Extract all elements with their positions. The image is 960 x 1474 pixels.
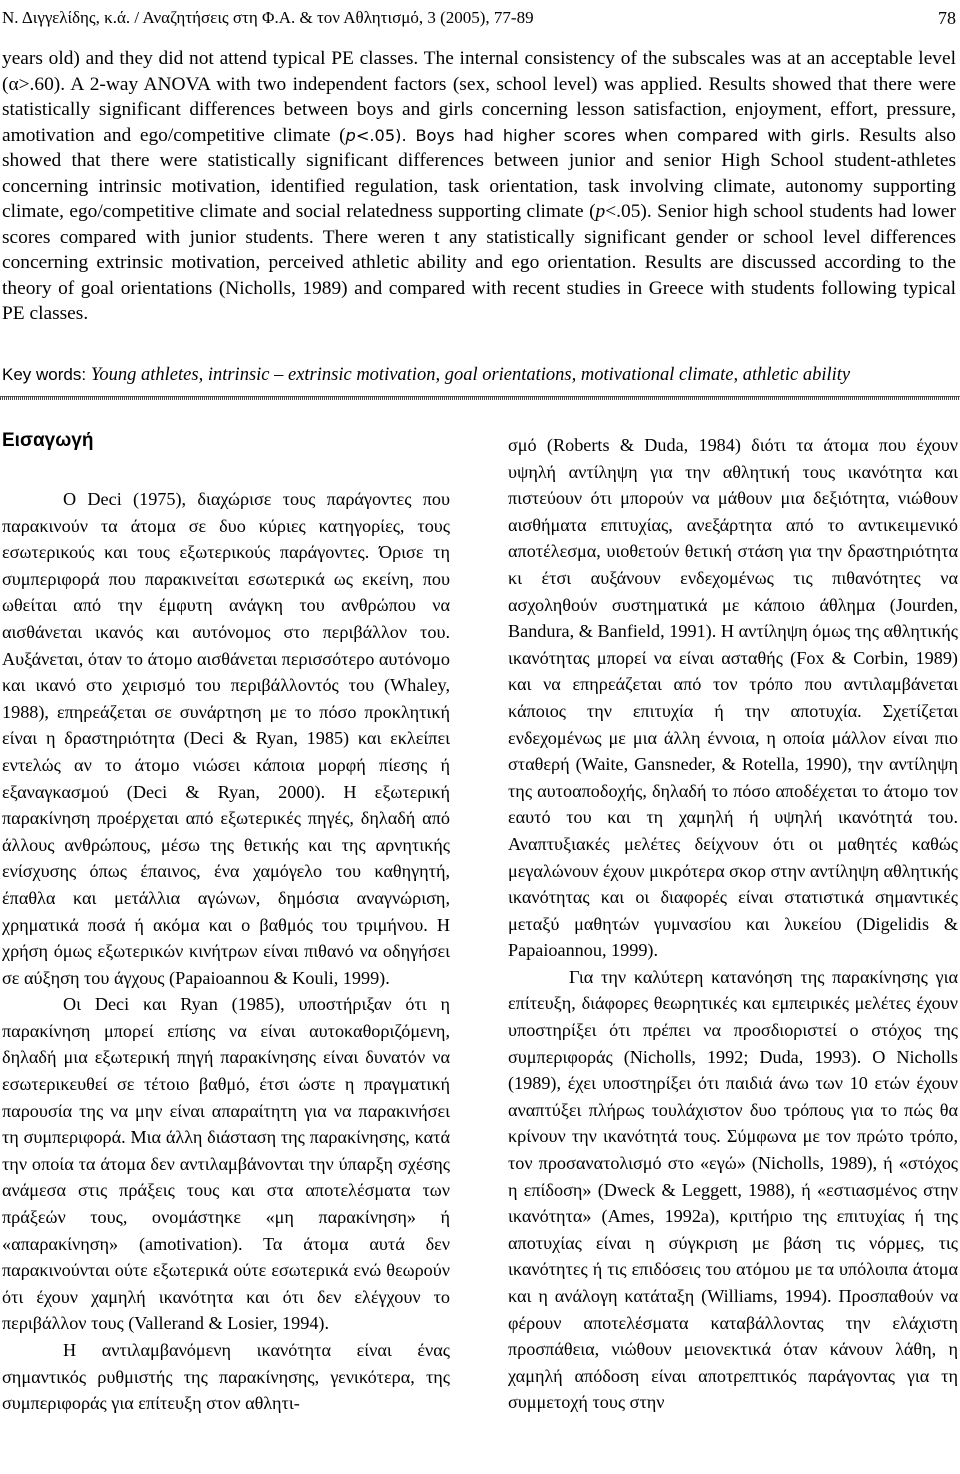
p-symbol: p <box>595 201 606 222</box>
keywords-line <box>2 362 956 387</box>
right-column <box>508 432 958 1416</box>
body-paragraph: Ο Deci (1975), διαχώρισε τους παράγοντες που παρακινούν τα άτομα σε δυο κύριες κατηγορίες, τους εσωτερικούς και τους εξωτερικούς παράγοντες. Όρισε τη συμπεριφορά που παρακινείται εσωτερικά ως εκείνη, που ωθείται από την έμφυτη ανάγκη του ανθρώπου να αισθάνεται ικανός και αυτόνομος στο περιβάλλον του. Αυξάνεται, όταν το άτομο αισθάνεται περισσότερο αυτόνομο και ικανό στο χειρισμό του περιβάλλοντός του (Whaley, 1988), επηρεάζεται σε συνάρτηση με το πόσο προκλητική είναι η δραστηριότητα (Deci & Ryan, 1985) και εκλείπει εντελώς αν το άτομο νιώσει κάποια μορφή πίεσης ή εξαναγκασμού (Deci & Ryan, 2000). Η εξωτερική παρακίνηση προέρχεται από εξωτερικές πηγές, δηλαδή από άλλους ανθρώπους, μέσω της θετικής και της αρνητικής ενίσχυσης όπως έπαινος, ένα χαμόγελο του καθηγητή, έπαθλα και μετάλλια αγώνων, δημόσια αναγνώριση, χρηματικά ποσά ή ακόμα και ο βαθμός του τριμήνου. Η χρήση όμως εξωτερικών κινήτρων είναι πιθανό να οδηγήσει σε αύξηση του άγχους (Papaioannou & Kouli, 1999). <box>2 489 450 988</box>
abstract-segment-2: <.05). Boys had higher scores when compared with girls. <box>355 125 860 145</box>
abstract-segment-4: <.05). Senior high school students had lower scores compared with junior students. There weren t any statistically significant gender or school level differences concerning extrinsic motivation, perceived athletic ability and ego orientation. Results are discussed according to the theory of goal orientations (Nicholls, 1989) and compared with recent studies in Greece with students following typical PE classes. <box>2 201 956 324</box>
left-column <box>2 430 450 1417</box>
keywords-terms: Young athletes, intrinsic – extrinsic motivation, goal orientations, motivational climate, athletic ability <box>90 365 851 385</box>
body-paragraph: Η αντιλαμβανόμενη ικανότητα είναι ένας σημαντικός ρυθμιστής της παρακίνησης, γενικότερα, της συμπεριφοράς για επίτευξη στον αθλητι- <box>2 1340 450 1414</box>
abstract-segment-3: Results also showed that there were statistically significant differences between junior and senior High School student-athletes concerning intrinsic motivation, identified regulation, task orientation, task involving climate, autonomy supporting climate, ego/competitive climate and social relatedness supporting climate ( <box>2 124 956 222</box>
running-head: Ν. Διγγελίδης, κ.ά. / Αναζητήσεις στη Φ.Α. & τον Αθλητισμό, 3 (2005), 77-89 <box>2 8 534 27</box>
section-divider <box>0 396 960 400</box>
page-number: 78 <box>938 8 956 28</box>
p-symbol: p <box>345 125 356 145</box>
section-heading: Εισαγωγή <box>2 430 94 451</box>
body-paragraph: σμό (Roberts & Duda, 1984) διότι τα άτομα που έχουν υψηλή αντίληψη για την αθλητική τους ικανότητα και πιστεύουν ότι μπορούν να μάθουν μια δεξιότητα, νιώθουν αισθήματα επιτυχίας, ανεξάρτητα από το αντικειμενικό αποτέλεσμα, υιοθετούν θετική στάση για την δραστηριότητα κι έτσι αυξάνουν ενδεχομένως τις πιθανότητες να ασχοληθούν συστηματικά με κάποιο άθλημα (Jourden, Bandura, & Banfield, 1991). Η αντίληψη όμως της αθλητικής ικανότητας μπορεί να είναι ασταθής (Fox & Corbin, 1989) και να επηρεάζεται από τον τρόπο που αντιλαμβάνεται κάποιος την επιτυχία ή την αποτυχία. Σχετίζεται ενδεχομένως με μια άλλη έννοια, η οποία μάλλον είναι πιο σταθερή (Waite, Gansneder, & Rotella, 1990), την αντίληψη της αυτοαποδοχής, δηλαδή το πόσο αποδέχεται το άτομο τον εαυτό του και τη χαμηλή ή υψηλή ικανότητά του. Αναπτυξιακές μελέτες δείχνουν ότι οι μαθητές καθώς μεγαλώνουν έχουν μικρότερα σκορ στην αντίληψη αθλητικής ικανότητας και οι διαφορές είναι στατιστικά σημαντικές μεταξύ μαθητών γυμνασίου και λυκείου (Digelidis & Papaioannou, 1999). <box>508 435 958 961</box>
body-paragraph: Για την καλύτερη κατανόηση της παρακίνησης για επίτευξη, διάφορες θεωρητικές και εμπειρικές μελέτες έχουν υποστηρίξει ότι πρέπει να προσδιοριστεί ο στόχος της συμπεριφοράς (Nicholls, 1992; Duda, 1993). Ο Nicholls (1989), έχει υποστηρίξει ότι παιδιά άνω των 10 ετών έχουν αναπτύξει πλήρως τουλάχιστον δυο τρόπους για το πώς θα κρίνουν την ικανότητά τους. Σύμφωνα με τον πρώτο τρόπο, τον προσανατολισμό στο «εγώ» (Nicholls, 1989), ή «στόχος η επίδοση» (Dweck & Leggett, 1988), ή «εστιασμένος στην ικανότητα» (Ames, 1992a), κριτήριο της επιτυχίας ή της αποτυχίας είναι η σύγκριση με βάση τις νόρμες, τις ικανότητες ή τις επιδόσεις του ατόμου με τα υπόλοιπα άτομα και η ανάλογη κατάταξη (Williams, 1994). Προσπαθούν να φέρουν αποτελέσματα καταβάλλοντας την ελάχιστη προσπάθεια, νιώθουν μειονεκτικά όταν κάνουν λάθη, η χαμηλή απόδοση είναι αποτρεπτικός παράγοντας για τη συμμετοχή τους στην <box>508 966 958 1413</box>
abstract-segment-1: years old) and they did not attend typical PE classes. The internal consistency of the subscales was at an acceptable level (α>.60). A 2-way ANOVA with two independent factors (sex, school level) was applied. Results showed that there were statistically significant differences between boys and girls concerning lesson satisfaction, enjoyment, effort, pressure, amotivation and ego/competitive climate ( <box>2 48 956 146</box>
running-header <box>2 6 956 34</box>
abstract-text <box>2 46 956 327</box>
abstract-paragraph <box>2 46 956 327</box>
keywords-label: Key words: <box>2 365 91 384</box>
body-paragraph: Οι Deci και Ryan (1985), υποστήριξαν ότι η παρακίνηση μπορεί επίσης να είναι αυτοκαθοριζόμενη, δηλαδή μια εξωτερική πηγή παρακίνησης είναι δυνατόν να εσωτερικευθεί σε τέτοιο βαθμό, έτσι ώστε η πραγματική παρουσία της να μην είναι απαραίτητη για να παρακινήσει τη συμπεριφορά. Μια άλλη διάσταση της παρακίνησης, κατά την οποία τα άτομα δεν αντιλαμβάνονται την ύπαρξη σχέσης ανάμεσα στις πράξεις τους και στα αποτελέσματα των πράξεών τους, ονομάστηκε «μη παρακίνηση» ή «απαρακίνηση» (amotivation). Τα άτομα αυτά δεν παρακινούνται ούτε εξωτερικά ούτε εσωτερικά ενώ θεωρούν ότι έχουν χαμηλή ικανότητα και ότι δεν ελέγχουν το περιβάλλον τους (Vallerand & Losier, 1994). <box>2 994 450 1334</box>
